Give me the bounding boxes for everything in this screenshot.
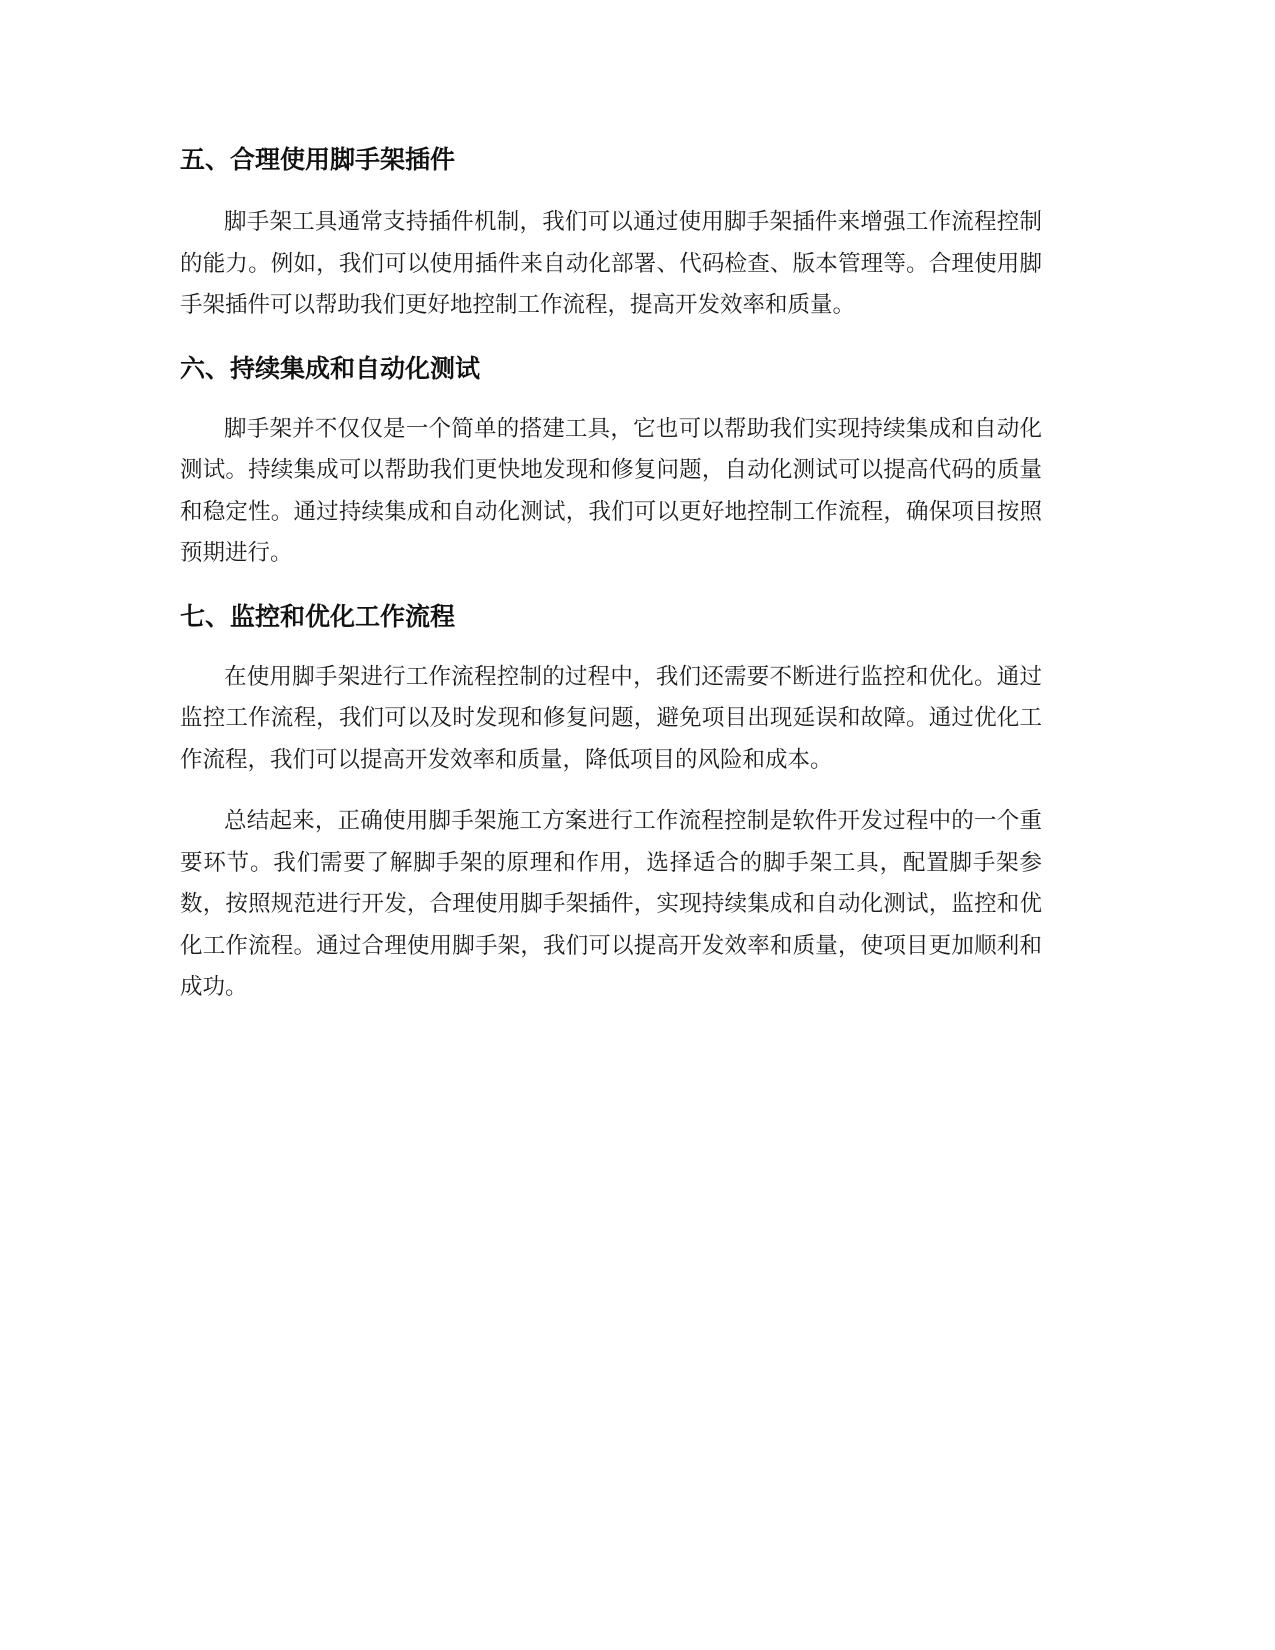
summary-paragraph: 总结起来，正确使用脚手架施工方案进行工作流程控制是软件开发过程中的一个重要环节。我们需要了解脚手架的原理和作用，选择适合的脚手架工具，配置脚手架参数，按照规范进行开发，合理使用脚手架插件，实现持续集成和自动化测试，监控和优化工作流程。通过合理使用脚手架，我们可以提高开发效率和质量，使项目更加顺利和成功。 — [180, 808, 1042, 1000]
section-paragraph-monitoring: 在使用脚手架进行工作流程控制的过程中，我们还需要不断进行监控和优化。通过监控工作流程，我们可以及时发现和修复问题，避免项目出现延误和故障。通过优化工作流程，我们可以提高开发效率和质量，降低项目的风险和成本。 — [180, 663, 1042, 773]
section-paragraph-ci-testing: 脚手架并不仅仅是一个简单的搭建工具，它也可以帮助我们实现持续集成和自动化测试。持续集成可以帮助我们更快地发现和修复问题，自动化测试可以提高代码的质量和稳定性。通过持续集成和自动化测试，我们可以更好地控制工作流程，确保项目按照预期进行。 — [180, 415, 1042, 566]
section-heading-monitoring: 七、监控和优化工作流程 — [180, 601, 456, 631]
document-page — [180, 132, 1042, 1009]
section-heading-ci-testing: 六、持续集成和自动化测试 — [180, 353, 481, 383]
section-heading-plugins: 五、合理使用脚手架插件 — [180, 145, 456, 174]
section-paragraph-plugins: 脚手架工具通常支持插件机制，我们可以通过使用脚手架插件来增强工作流程控制的能力。例如，我们可以使用插件来自动化部署、代码检查、版本管理等。合理使用脚手架插件可以帮助我们更好地控制工作流程，提高开发效率和质量。 — [180, 209, 1042, 318]
